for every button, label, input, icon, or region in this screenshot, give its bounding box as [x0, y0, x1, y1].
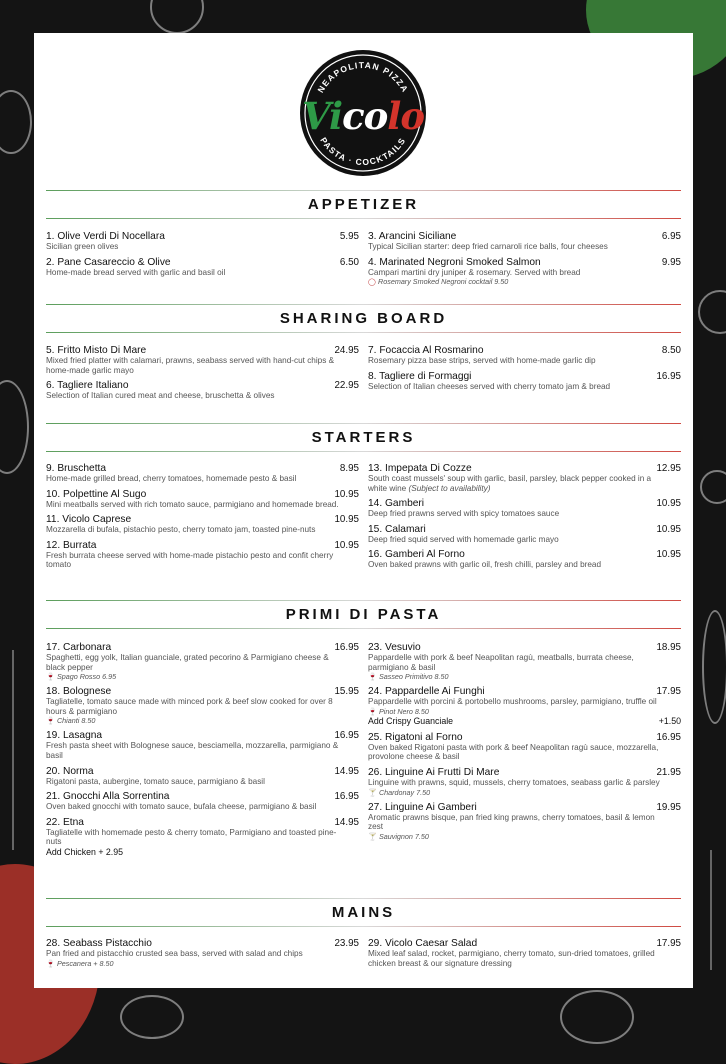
logo-word-green: Vi	[301, 94, 343, 138]
item-description: Deep fried squid served with homemade garlic mayo	[368, 534, 559, 544]
white-wine-glass-icon: 🍸	[368, 787, 377, 797]
menu-item	[368, 767, 681, 797]
section-title: APPETIZER	[307, 196, 420, 213]
wine-pairing-note	[46, 959, 359, 968]
wine-glass-icon: 🍷	[46, 716, 55, 726]
item-price: 18.95	[656, 642, 681, 653]
mains-left-column	[46, 938, 359, 973]
item-name: 6. Tagliere Italiano	[46, 380, 129, 392]
availability-note: (Subject to availability)	[408, 483, 491, 493]
addon-label: Add Chicken + 2.95	[46, 846, 124, 857]
section-title: STARTERS	[311, 429, 416, 446]
menu-item	[368, 732, 681, 762]
menu-item	[46, 345, 359, 375]
item-description: Typical Sicilian starter: deep fried carnaroli rice balls, four cheeses	[368, 242, 608, 251]
item-description: Pappardelle with porcini & portobello mushrooms, parsley, parmigiano, truffle oil	[368, 697, 657, 707]
item-price: 8.50	[661, 345, 681, 356]
item-name: 3. Arancini Siciliane	[368, 231, 457, 242]
item-description: Fresh pasta sheet with Bolognese sauce, besciamella, mozzarella, parmigiano & basil	[46, 741, 339, 760]
item-name: 26. Linguine Ai Frutti Di Mare	[368, 766, 500, 778]
sharing-right-column	[368, 345, 681, 396]
item-price: 21.95	[656, 766, 681, 778]
item-description	[368, 474, 663, 493]
menu-item	[46, 231, 359, 252]
starters-right-column	[368, 463, 681, 575]
item-description: Pan fried and pistacchio crusted sea bass, served with salad and chips	[46, 949, 303, 958]
item-name: 16. Gamberi Al Forno	[368, 549, 465, 561]
item-description: Oven baked prawns with garlic oil, fresh chilli, parsley and bread	[368, 560, 602, 570]
menu-item	[46, 540, 359, 570]
section-header-starters	[46, 423, 681, 452]
section-title: SHARING BOARD	[279, 310, 448, 327]
item-name: 1. Olive Verdi Di Nocellara	[46, 231, 165, 242]
wine-pairing-text: Pinot Nero 8.50	[378, 706, 429, 716]
item-price: 10.95	[656, 498, 681, 510]
background-doodle-line	[710, 850, 712, 970]
pasta-right-column	[368, 642, 681, 846]
item-name: 29. Vicolo Caesar Salad	[368, 938, 478, 949]
menu-item	[368, 498, 681, 519]
wine-pairing-note	[368, 788, 681, 797]
item-description: Oven baked gnocchi with tomato sauce, bufala cheese, parmigiano & basil	[46, 802, 317, 812]
section-title: MAINS	[331, 904, 396, 921]
menu-item	[46, 730, 359, 760]
item-description: Aromatic prawns bisque, pan fried king prawns, cherry tomatoes, basil & lemon zest	[368, 812, 655, 832]
item-name: 13. Impepata Di Cozze	[368, 463, 472, 474]
wine-pairing-note	[46, 672, 359, 681]
item-name: 22. Etna	[46, 816, 84, 828]
menu-item	[368, 371, 681, 392]
item-name: 10. Polpettine Al Sugo	[46, 488, 147, 500]
item-description: Tagliatelle, tomato sauce made with minced pork & beef slow cooked for over 8 hours & parmigiano	[46, 697, 333, 716]
item-price: 5.95	[339, 231, 359, 242]
mains-right-column	[368, 938, 681, 973]
wine-pairing-note	[368, 832, 681, 841]
item-name: 21. Gnocchi Alla Sorrentina	[46, 791, 170, 803]
item-name: 17. Carbonara	[46, 642, 112, 653]
item-addon	[368, 716, 681, 727]
background-doodle-circle	[560, 990, 634, 1044]
appetizer-left-column	[46, 231, 359, 282]
wine-glass-icon: 🍷	[368, 672, 377, 682]
item-price: 10.95	[334, 539, 359, 551]
item-name: 23. Vesuvio	[368, 642, 421, 653]
cocktail-glass-icon: ◯	[368, 277, 377, 287]
sharing-left-column	[46, 345, 359, 406]
wine-pairing-text: Chianti 8.50	[56, 716, 96, 726]
item-price: 12.95	[656, 463, 681, 474]
menu-item	[46, 380, 359, 401]
item-price: 16.95	[656, 731, 681, 743]
item-name: 24. Pappardelle Ai Funghi	[368, 686, 485, 698]
item-description: Mixed leaf salad, rocket, parmigiano, cherry tomato, sun-dried tomatoes, grilled chicken breast & our signature dressing	[368, 949, 655, 968]
logo-word-red: lo	[387, 94, 425, 138]
menu-item	[368, 938, 681, 968]
menu-item	[368, 257, 681, 287]
item-description: Pappardelle with pork & beef Neapolitan ragù, meatballs, burrata cheese, parmigiano & basil	[368, 653, 634, 672]
menu-item	[46, 766, 359, 787]
item-description: Oven baked Rigatoni pasta with pork & beef Neapolitan ragù sauce, mozzarella, provolone cheese & basil	[368, 742, 659, 762]
item-name: 18. Bolognese	[46, 686, 112, 698]
item-price: 17.95	[656, 686, 681, 698]
starters-left-column	[46, 463, 359, 575]
background-doodle-circle	[120, 995, 184, 1039]
item-price: 14.95	[334, 765, 359, 777]
menu-item	[46, 489, 359, 510]
item-price: 10.95	[656, 549, 681, 561]
wine-glass-icon: 🍷	[46, 672, 55, 682]
item-price: 6.50	[339, 256, 359, 268]
menu-item	[368, 463, 681, 493]
menu-item	[368, 686, 681, 727]
menu-item	[368, 802, 681, 841]
item-name: 8. Tagliere di Formaggi	[368, 370, 472, 382]
item-description-text: South coast mussels' soup with garlic, basil, parsley, black pepper cooked in a white wine	[368, 474, 652, 493]
item-name: 19. Lasagna	[46, 730, 103, 742]
menu-item	[46, 686, 359, 725]
item-name: 2. Pane Casareccio & Olive	[46, 256, 171, 268]
item-name: 15. Calamari	[368, 523, 426, 535]
item-price: 15.95	[334, 686, 359, 698]
menu-item	[368, 345, 681, 366]
white-wine-glass-icon: 🍸	[368, 831, 377, 841]
item-price: 22.95	[334, 380, 359, 392]
item-description: Home-made grilled bread, cherry tomatoes, homemade pesto & basil	[46, 474, 297, 483]
item-description: Rigatoni pasta, aubergine, tomato sauce, parmigiano & basil	[46, 776, 265, 786]
background-doodle-circle	[702, 610, 726, 724]
item-price: 16.95	[334, 791, 359, 803]
item-description: Campari martini dry juniper & rosemary. Served with bread	[368, 267, 581, 277]
section-header-appetizer	[46, 190, 681, 219]
item-price: 24.95	[334, 345, 359, 356]
item-description: Mixed fried platter with calamari, prawns, seabass served with hand-cut chips & home-made garlic mayo	[46, 356, 335, 375]
item-price: 6.95	[661, 231, 681, 242]
appetizer-right-column	[368, 231, 681, 291]
item-price: 10.95	[334, 514, 359, 526]
item-name: 9. Bruschetta	[46, 463, 107, 474]
menu-item	[46, 791, 359, 812]
section-title: PRIMI DI PASTA	[285, 606, 442, 623]
item-description: Deep fried prawns served with spicy tomatoes sauce	[368, 509, 560, 519]
background-doodle-circle	[700, 470, 726, 504]
section-header-mains	[46, 898, 681, 927]
item-price: 19.95	[656, 801, 681, 813]
item-price: 16.95	[334, 730, 359, 742]
addon-label: Add Crispy Guanciale	[368, 715, 454, 726]
item-price: 17.95	[656, 938, 681, 949]
menu-item	[368, 549, 681, 570]
logo-wordmark	[300, 94, 426, 138]
addon-price: +1.50	[658, 715, 681, 726]
wine-pairing-text: Sasseo Primitivo 8.50	[378, 672, 449, 682]
item-name: 28. Seabass Pistacchio	[46, 938, 152, 949]
drink-pairing-note	[368, 277, 681, 286]
item-description: Rosemary pizza base strips, served with home-made garlic dip	[368, 356, 596, 365]
menu-item	[368, 231, 681, 252]
background-doodle-circle	[0, 90, 32, 154]
logo-word-white: co	[342, 94, 388, 138]
menu-item	[368, 524, 681, 545]
item-description: Linguine with prawns, squid, mussels, cherry tomatoes, seabass garlic & parsley	[368, 777, 660, 787]
item-price: 9.95	[661, 256, 681, 268]
menu-item	[46, 514, 359, 535]
item-description: Mini meatballs served with rich tomato sauce, parmigiano and homemade bread.	[46, 499, 339, 509]
item-price: 16.95	[334, 642, 359, 653]
item-price: 8.95	[339, 463, 359, 474]
item-price: 16.95	[656, 370, 681, 382]
item-price: 10.95	[334, 488, 359, 500]
item-name: 5. Fritto Misto Di Mare	[46, 345, 147, 356]
restaurant-logo	[300, 50, 426, 176]
menu-page	[34, 33, 693, 988]
item-description: Fresh burrata cheese served with home-made pistachio pesto and confit cherry tomato	[46, 550, 334, 570]
item-description: Home-made bread served with garlic and basil oil	[46, 267, 226, 277]
logo-arc-top-text: NEAPOLITAN PIZZA	[315, 59, 411, 95]
item-name: 4. Marinated Negroni Smoked Salmon	[368, 256, 541, 268]
menu-item	[46, 463, 359, 484]
item-name: 25. Rigatoni al Forno	[368, 731, 463, 743]
drink-pairing-text: Rosemary Smoked Negroni cocktail 9.50	[378, 277, 509, 287]
menu-item	[46, 938, 359, 968]
item-description: Mozzarella di bufala, pistachio pesto, cherry tomato jam, toasted pine-nuts	[46, 525, 316, 535]
item-name: 11. Vicolo Caprese	[46, 514, 132, 526]
item-price: 10.95	[656, 523, 681, 535]
item-price: 14.95	[334, 816, 359, 828]
item-name: 12. Burrata	[46, 539, 97, 551]
item-description: Spaghetti, egg yolk, Italian guanciale, grated pecorino & Parmigiano cheese & black pepper	[46, 653, 329, 672]
item-price: 23.95	[334, 938, 359, 949]
wine-pairing-text: Pescanera + 8.50	[56, 958, 114, 968]
item-description: Selection of Italian cheeses served with cherry tomato jam & bread	[368, 381, 611, 391]
item-name: 20. Norma	[46, 765, 94, 777]
menu-item	[46, 817, 359, 858]
wine-pairing-text: Chardonay 7.50	[378, 787, 431, 797]
wine-glass-icon: 🍷	[46, 958, 55, 968]
item-name: 14. Gamberi	[368, 498, 425, 510]
wine-pairing-note	[46, 716, 359, 725]
item-name: 7. Focaccia Al Rosmarino	[368, 345, 484, 356]
menu-item	[46, 642, 359, 681]
menu-item	[368, 642, 681, 681]
pasta-left-column	[46, 642, 359, 863]
item-name: 27. Linguine Ai Gamberi	[368, 801, 477, 813]
background-doodle-line	[12, 650, 14, 850]
wine-pairing-note	[368, 672, 681, 681]
menu-item	[46, 257, 359, 278]
background-doodle-circle	[0, 380, 29, 474]
wine-pairing-text: Sauvignon 7.50	[378, 831, 429, 841]
background-doodle-circle	[698, 290, 726, 334]
wine-pairing-note	[368, 707, 681, 716]
wine-pairing-text: Spago Rosso 6.95	[56, 672, 117, 682]
wine-glass-icon: 🍷	[368, 706, 377, 716]
item-description: Sicilian green olives	[46, 242, 119, 251]
background-doodle-circle	[150, 0, 204, 34]
item-description: Selection of Italian cured meat and cheese, bruschetta & olives	[46, 391, 275, 401]
item-description: Tagliatelle with homemade pesto & cherry tomato, Parmigiano and toasted pine-nuts	[46, 827, 337, 847]
section-header-sharing-board	[46, 304, 681, 333]
section-header-pasta	[46, 600, 681, 629]
logo-arc-bottom-text: PASTA · COCKTAILS	[318, 135, 408, 168]
item-addon	[46, 847, 359, 858]
